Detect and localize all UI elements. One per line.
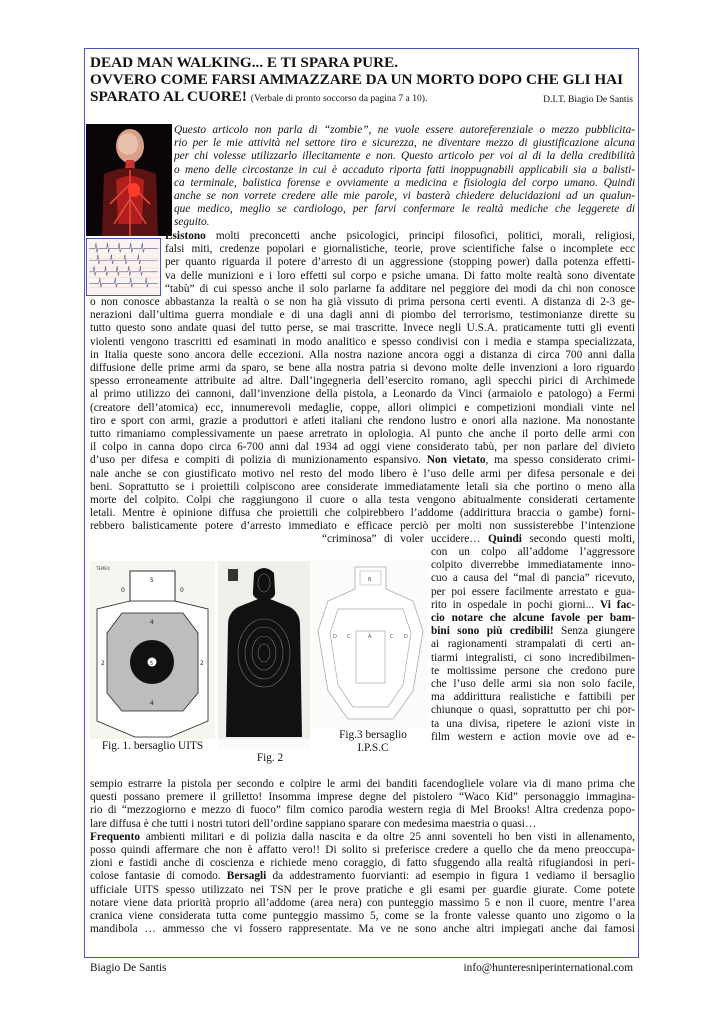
body-line: con un colpo all’addome l’aggressore (431, 546, 635, 558)
body-line: tiarmi integralisti, ci sono incredibilmen- (431, 651, 635, 664)
body-line: diffusione delle prime armi da sparo, se bene alla nostra patria si devono molte delle invenzioni a loro riguardo (90, 362, 635, 375)
body-line: lare diffusa è che tutti i nostri tutori dell’ordine sappiano sparare con medesima maestria o quasi… (90, 817, 537, 830)
body-line: tiro e sport con armi, grazie a produttori e atleti italiani che rendono lustro e onori alla nazione. Ma nonostante (90, 414, 635, 427)
body-line: in Italia queste sono ancora delle eccezioni. Alla nostra nazione ancora oggi a distanza di circa 700 anni dalla (90, 348, 635, 361)
fig3-zone-label: A (368, 634, 372, 640)
body-line: il colpo in canna dopo circa 6-700 anni dal 1934 ad oggi viene considerato tabù, per non parlare del divieto (90, 441, 635, 454)
body-line: falsi miti, credenze popolari e giornalistiche, teorie, prove scientifiche false o incomplete ecc (165, 243, 635, 256)
body-line: “tabù” di cui spesso anche il solo parlarne fa additare nel peggiore dei modi da chi non conosce (165, 282, 635, 295)
body-line: morte del colpito. Colpi che raggiungono il cuore o alla testa vengono abitualmente considerati certamente (90, 494, 635, 507)
body-paragraph-bottom (90, 778, 635, 936)
body-line: (creatore dell’atomica) ecc, innumerevoli medaglie, coppe, allori olimpici e competizioni mondiali vinte nel (90, 401, 635, 414)
author-byline: D.I.T. Biagio De Santis (543, 94, 633, 105)
body-line: ta una divisa, ripetere le azioni viste in (431, 717, 635, 730)
body-line: tutto questo sono andate quasi del tutto perse, se mai trascritte. Invece negli U.S.A. praticamente tutti gli eventi (90, 322, 635, 335)
figure-ipsc-target (313, 561, 428, 729)
body-line: sempio estrarre la pistola per secondo e colpire le armi dei banditi facendogliele volare via di mano prima che (90, 778, 635, 790)
fig3-zone-label: B (368, 577, 372, 583)
intro-line: o meno delle circostanze in cui è accaduto riporta fatti inoppugnabili applicabili sia a balisti- (174, 163, 635, 176)
body-line: cranica viene considerata tutta come punteggio massimo 5, come se la fronte valesse quanto uno zigomo o la (90, 910, 635, 923)
body-line: colpito diverrebbe immediatamente inno- (431, 559, 635, 572)
title-line-2: OVVERO COME FARSI AMMAZZARE DA UN MORTO DOPO CHE GLI HAI (90, 71, 624, 88)
body-line: nale anche se con giustificato motivo nel resto del modo libero è l’uso delle armi per difesa personale e dei (90, 467, 635, 480)
body-line: al primo utilizzo dei cannoni, dall’invenzione della pistola, a Leonardo da Vinci (armaiolo e patologo) a Fermi (90, 388, 635, 401)
fig3-caption (318, 729, 428, 755)
body-line: film western e action movie ove ad e- (431, 730, 635, 743)
fig3-zone-label: D (404, 634, 408, 640)
criminosa-line (322, 533, 635, 546)
intro-line: que medico, meglio se cardiologo, per farvi confermare le realtà mediche che leggerete di (174, 203, 635, 216)
body-line: d’uso per difesa e compiti di polizia di munizionamento espansivo. Non vietato, ma spesso considerato crimi- (90, 454, 635, 467)
body-line: spesso erroneamente attribuite ad altre. Dall’ingegneria dell’esercito romano, agli specchi pirici di Archimede (90, 375, 635, 388)
body-line: cio notare che alcune favole per bam- (431, 612, 635, 625)
fig3-zone-label: C (390, 634, 394, 640)
fig1-score-label: 0 (180, 587, 184, 594)
anatomy-image (86, 124, 172, 236)
body-line: zioni e fastidi anche di coscienza e richiede meno coraggio, di fatto sfuggendo alla realtà rifugiandosi in peri- (90, 857, 635, 870)
title-line-1: DEAD MAN WALKING... E TI SPARA PURE. (90, 54, 399, 71)
body-line: rio di “mezzogiorno e mezzo di fuoco” film comico parodia western regia di Mel Brooks! Altra credenza popo- (90, 804, 635, 817)
fig1-score-label: 0 (121, 587, 125, 594)
verbale-note: (Verbale di pronto soccorso da pagina 7 a 10). (250, 93, 428, 104)
body-line: notare viene data priorità proprio all’addome (area nera) con punteggio massimo 5 e non il cuore, mentre l’area (90, 896, 635, 909)
body-line: chiunque o quasi, soprattutto per chi por- (431, 704, 635, 717)
body-line: va delle munizioni e i loro effetti sul corpo e psiche umana. Di fatto molte realtà sono diventate (165, 269, 635, 282)
body-line: rito in ospedale in pochi giorni... Vi fac- (431, 598, 635, 611)
fig1-score-label: 2 (101, 660, 105, 667)
body-line: ma addirittura realistiche e fattibili per (431, 691, 635, 704)
fig3-zone-label: D (333, 634, 337, 640)
footer-email[interactable]: info@hunteresniperinternational.com (463, 962, 633, 974)
body-line: te moltissime persone che credono pure (431, 664, 635, 677)
intro-line: anche se non vorrete credere alle mie parole, vi basterà chiedere delucidazioni ad un qualun- (174, 190, 635, 203)
body-line: rebbero balisticamente potere d’arresto immediato e efficace perciò per molti non sussisterebbe l’intenzione (90, 520, 635, 533)
intro-line: rio per le mie attività nel settore tiro e sicurezza, ne diventare mezzo di giustificazione alcuna (174, 137, 635, 150)
fig1-score-label: 4 (150, 700, 154, 707)
intro-paragraph (174, 124, 635, 230)
body-paragraph-right (431, 546, 635, 744)
body-line: Esistono molti preconcetti anche psicologici, principi filosofici, politici, morali, religiosi, (165, 230, 635, 242)
figure-uits-target (90, 561, 215, 739)
body-paragraph-top (165, 230, 635, 296)
body-paragraph-main (90, 296, 635, 534)
title-line-3: SPARATO AL CUORE! (Verbale di pronto soccorso da pagina 7 a 10). (90, 88, 428, 105)
body-line: Frequento ambienti militari e di polizia dalla nascita e da oltre 25 anni soventeli ho ben visti in allenamento, (90, 830, 635, 843)
body-line: per poi essere facilmente arrestato e gua- (431, 585, 635, 598)
body-line: beni. Soprattutto se i proiettili colpiscono aree considerate immediatamente letali sia che portino o meno alla (90, 480, 635, 493)
body-line: che l’uso delle armi sia non solo facile, (431, 678, 635, 691)
fig2-caption: Fig. 2 (256, 752, 284, 764)
body-line: colose fantasie di comodo. Bersagli da addestramento fuorvianti: ad esempio in figura 1 vediamo il bersaglio (90, 870, 635, 883)
body-line: bini sono più credibili! Senza giungere (431, 625, 635, 638)
body-line: “criminosa” di voler uccidere… Quindi secondo questi molti, (322, 533, 635, 545)
body-line: ai ragionamenti strampalati di certi an- (431, 638, 635, 651)
fig1-score-label: 5 (150, 577, 154, 584)
body-line: violenti vengono trascritti ed esaminati in modo analitico e spesso condivisi con i media e stampa specializzata, (90, 335, 635, 348)
ecg-image (86, 238, 161, 296)
svg-text:TEMEX: TEMEX (96, 566, 110, 571)
fig3-zone-label: C (347, 634, 351, 640)
body-line: tutto rimaniamo complessivamente un paese arretrato in oplologia. Al punto che anche il porto delle armi con (90, 428, 635, 441)
intro-line: per chi volesse utilizzarlo illecitamente e non. Questo articolo per voi al di la della credibilità (174, 150, 635, 163)
figure-silhouette-target (218, 561, 310, 749)
fig1-caption: Fig. 1. bersaglio UITS (101, 740, 204, 752)
intro-line: ca terminale, balistica forense e ovviamente a medicina e fisiologia del corpo umano. Quindi (174, 176, 635, 189)
intro-line: Questo articolo non parla di “zombie”, ne vuole essere autoreferenziale o mezzo pubblicita- (174, 124, 635, 136)
body-line: cuo a causa del “mal di pancia” ricevuto, (431, 572, 635, 585)
body-line: questi possano premere il grilletto! Insomma imprese degne del pistolero “Waco Kid” personaggio immagina- (90, 791, 635, 804)
intro-line: seguito. (174, 216, 210, 229)
fig3-caption-line: I.P.S.C (357, 742, 389, 754)
body-line: letali. Mentre è opinione diffusa che proiettili che colpirebbero l’addome (addirittura braccia o gambe) forni- (90, 507, 635, 520)
body-line: mandibola … ammesso che vi fossero rappresentate. Ma ve ne sono anche altri impiegati anche dai famosi (90, 923, 635, 936)
body-line: per quanto riguarda il potere d’arresto di un aggressione (stopping power) dalla potenza effetti- (165, 256, 635, 269)
fig3-caption-line: Fig.3 bersaglio (339, 729, 407, 741)
fig1-score-label: 2 (200, 660, 204, 667)
footer-author: Biagio De Santis (90, 962, 167, 974)
body-line: posso quindi affermare che non è affatto vero!! Di solito si preferisce credere a quello che da meno preoccupa- (90, 844, 635, 857)
body-line: ufficiale UITS spesso utilizzato nei TSN per le prove pratiche e gli esami per guardie giurate. Come potete (90, 883, 635, 896)
body-line: o non conosce abbastanza la realtà o se non ha già vissuto di prima persona certi eventi. A distanza di 2-3 ge- (90, 296, 635, 308)
body-line: nerazioni dall’ultima guerra mondiale e di una dagli anni di piombo del terrorismo, testimonianze dirette su (90, 309, 635, 322)
fig1-score-label: 5 (150, 661, 154, 667)
fig1-score-label: 4 (150, 619, 154, 626)
